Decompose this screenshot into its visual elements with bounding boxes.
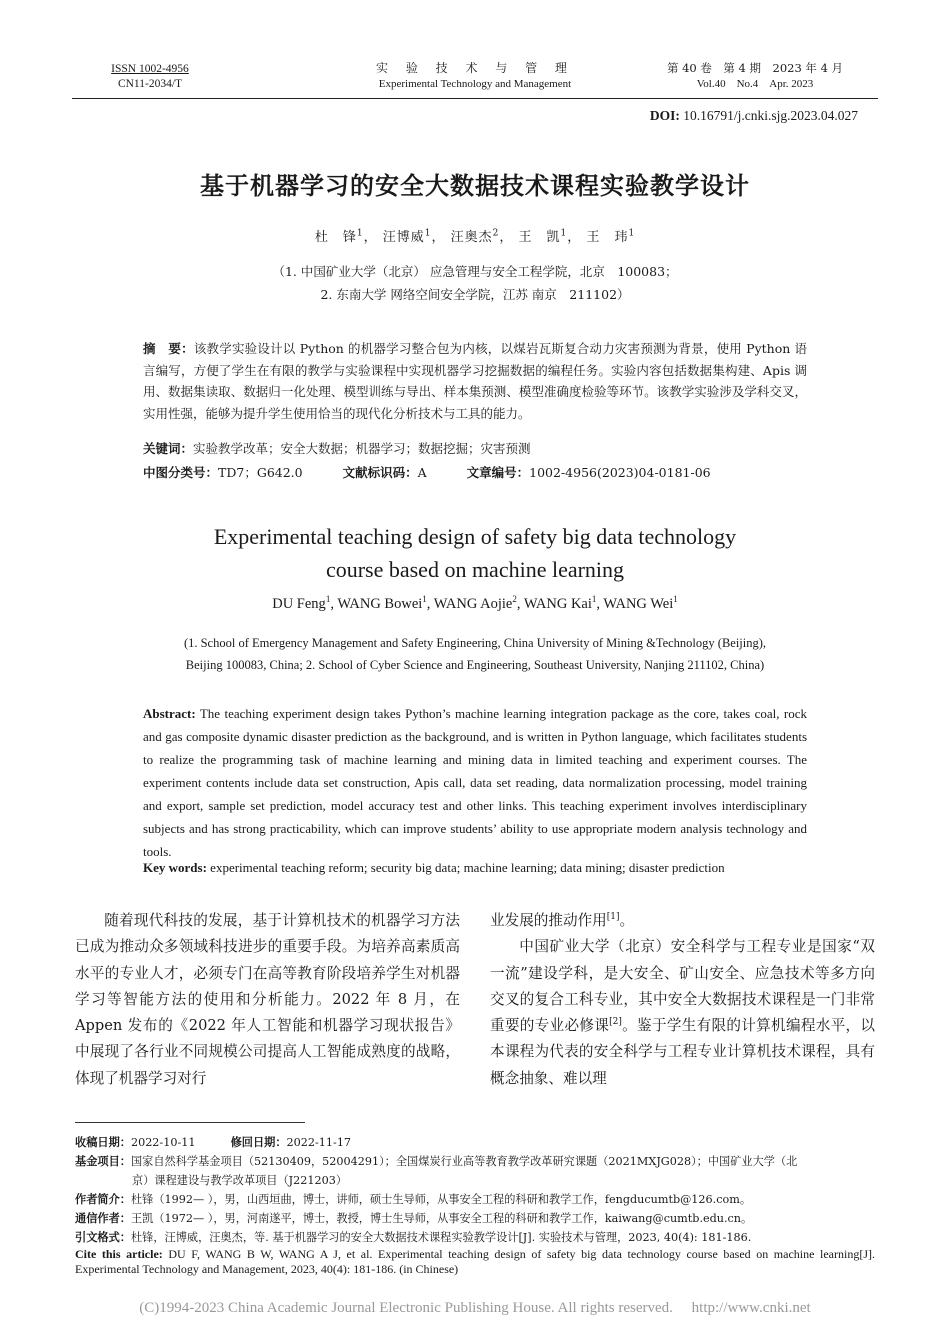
clc-label: 中图分类号：: [143, 465, 219, 480]
fund-row: [75, 1152, 875, 1171]
author-en-sup: 1: [673, 594, 678, 605]
affiliation-en-line: (1. School of Emergency Management and Safety Engineering, China University of Mining &Technology (Beijing),: [183, 636, 767, 650]
footnotes: [75, 1133, 875, 1277]
author-en-sep: ,: [596, 596, 604, 612]
author-sup: 1: [560, 228, 568, 239]
author-bio-text: 杜锋（1992— ），男，山西垣曲，博士，讲师，硕士生导师，从事安全工程的科研和教学工作，fengducumtb@126.com。: [130, 1193, 752, 1206]
author-en-name: WANG Kai: [523, 596, 592, 612]
keywords-en: [143, 860, 807, 876]
doi-label: DOI:: [649, 108, 680, 123]
author-en-name: WANG Bowei: [337, 596, 423, 612]
revised-label: 修回日期：: [230, 1136, 287, 1149]
author-sup: 1: [424, 228, 432, 239]
cnki-watermark: (C)1994-2023 China Academic Journal Electronic Publishing House. All rights reserved. http://www.cnki.net: [139, 1300, 811, 1316]
abstract-en-text: The teaching experiment design takes Python’s machine learning integration package as the core, takes coal, rock and gas composite dynamic disaster prediction as the background, and is written in Python language, which facilitates students to realize the programming task of machine learning and mining data in limited teaching and experiment courses. The experiment contents include data set construction, Apis call, data set reading, data normalization processing, model training and export, sample set prediction, model accuracy test and other links. This teaching experiment involves interdisciplinary subjects and has strong practicability, which can improve students’ ability to use appropriate modern analysis technology and tools.: [143, 706, 807, 859]
author-en-sup: 2: [512, 594, 517, 605]
doc-code-value: A: [417, 465, 427, 480]
cn-number: CN11-2034/T: [117, 78, 183, 90]
header-divider: [72, 98, 878, 99]
cite-en-label: Cite this article:: [75, 1247, 163, 1261]
journal-codes: [75, 62, 225, 92]
body-paragraph: [490, 908, 875, 934]
author-sep: ，: [363, 230, 378, 245]
body-text: 中国矿业大学（北京）安全科学与工程专业是国家“双一流”建设学科，是大安全、矿山安全、应急技术等多方向交叉的复合工科专业，其中安全大数据技术课程是一门非常重要的专业必修课: [490, 938, 875, 1035]
author-name: 杜 锋: [314, 230, 357, 245]
author-bio-row: [75, 1190, 875, 1209]
cite-en-text: DU F, WANG B W, WANG A J, et al. Experimental teaching design of safety big data technology course based on machine learning[J]. Experimental Technology and Management, 2023, 40(4): 181-186. (in Chinese): [75, 1247, 875, 1276]
issue-info: [650, 60, 860, 92]
article-no-label: 文章编号：: [466, 465, 530, 480]
issue-cn: 第 40 卷 第 4 期 2023 年 4 月: [666, 61, 844, 75]
author-en-sep: ,: [516, 596, 524, 612]
authors-en: [0, 596, 950, 613]
abstract-cn: [143, 338, 807, 424]
author-en-sep: ,: [330, 596, 338, 612]
doc-code-label: 文献标识码：: [342, 465, 418, 480]
fund-label: 基金项目：: [75, 1155, 131, 1168]
footnote-divider: [75, 1122, 305, 1123]
journal-name: [330, 60, 620, 92]
author-sup: 2: [492, 228, 500, 239]
fund-row-cont: 京）课程建设与教学改革项目（J221203）: [132, 1174, 348, 1187]
author-name: 汪博威: [382, 230, 425, 245]
author-en-name: DU Feng: [272, 596, 326, 612]
author-en-sup: 1: [325, 594, 331, 605]
citation-ref[interactable]: [1]: [606, 912, 620, 923]
journal-name-en: Experimental Technology and Management: [378, 78, 572, 90]
cite-en-row: [75, 1247, 875, 1277]
citation-ref[interactable]: [2]: [609, 1017, 622, 1028]
article-no-value: 1002-4956(2023)04-0181-06: [529, 465, 711, 480]
affiliations-cn: [0, 260, 950, 306]
cite-cn-label: 引文格式：: [75, 1231, 131, 1244]
corresponding-text: 王凯（1972— ），男，河南遂平，博士，教授，博士生导师，从事安全工程的科研和教学工作，kaiwang@cumtb.edu.cn。: [130, 1212, 753, 1225]
cite-cn-text: 杜锋，汪博威，汪奥杰，等. 基于机器学习的安全大数据技术课程实验教学设计[J]. 实验技术与管理，2023, 40(4): 181-186.: [130, 1231, 752, 1244]
author-sep: ，: [499, 230, 514, 245]
classification-cn: [143, 463, 807, 481]
author-sep: ，: [567, 230, 582, 245]
keywords-cn-label: 关键词：: [143, 441, 194, 456]
body-column-left: [75, 908, 460, 1092]
corresponding-label: 通信作者：: [75, 1212, 131, 1225]
body-text: 。鉴于学生有限的计算机编程水平，以本课程为代表的安全科学与工程专业计算机技术课程，具有概念抽象、难以理: [490, 1017, 875, 1087]
title-en: [0, 520, 950, 586]
affiliation-line: 2. 东南大学 网络空间安全学院，江苏 南京 211102）: [320, 287, 630, 302]
body-column-right: [490, 908, 875, 1092]
keywords-cn-text: 实验教学改革；安全大数据；机器学习；数据挖掘；灾害预测: [193, 441, 531, 456]
keywords-en-text: experimental teaching reform; security big data; machine learning; data mining; disaster prediction: [206, 860, 725, 875]
authors-cn: [0, 226, 950, 245]
abstract-en-label: Abstract:: [143, 706, 196, 721]
author-bio-label: 作者简介：: [75, 1193, 131, 1206]
author-sup: 1: [356, 228, 364, 239]
issue-en: Vol.40 No.4 Apr. 2023: [696, 78, 814, 90]
author-en-sup: 1: [591, 594, 597, 605]
keywords-cn: [143, 439, 807, 457]
author-en-sup: 1: [422, 594, 427, 605]
received-label: 收稿日期：: [75, 1136, 131, 1149]
keywords-en-label: Key words:: [143, 860, 207, 875]
author-sep: ，: [431, 230, 446, 245]
issn: ISSN 1002-4956: [111, 63, 189, 75]
title-en-line: Experimental teaching design of safety big data technology: [213, 524, 737, 549]
author-sup: 1: [628, 228, 636, 239]
abstract-cn-label: 摘 要：: [143, 341, 194, 356]
clc-value: TD7；G642.0: [218, 465, 303, 480]
title-cn: 基于机器学习的安全大数据技术课程实验教学设计: [200, 172, 750, 200]
author-name: 汪奥杰: [450, 230, 493, 245]
body-paragraph: [490, 934, 875, 1092]
journal-name-cn: 实 验 技 术 与 管 理: [376, 61, 574, 75]
author-name: 王 玮: [586, 230, 629, 245]
title-en-line: course based on machine learning: [325, 557, 625, 582]
cite-cn-row: [75, 1228, 875, 1247]
corresponding-row: [75, 1209, 875, 1228]
author-en-sep: ,: [426, 596, 434, 612]
affiliations-en: [0, 632, 950, 676]
doi-value[interactable]: 10.16791/j.cnki.sjg.2023.04.027: [683, 108, 858, 123]
dates-row: [75, 1133, 875, 1152]
abstract-cn-text: 该教学实验设计以 Python 的机器学习整合包为内核，以煤岩瓦斯复合动力灾害预测为背景，使用 Python 语言编写，方便了学生在有限的教学与实验课程中实现机器学习挖掘数据的编程任务。实验内容包括数据集构建、Apis 调用、数据集读取、数据归一化处理、模型训练与导出、样本集预测、模型准确度检验等环节。该教学实验涉及学科交叉，实用性强，能够为提升学生使用恰当的现代化分析技术与工具的能力。: [143, 341, 807, 421]
doi: [650, 108, 858, 124]
fund-text: 国家自然科学基金项目（52130409，52004291）；全国煤炭行业高等教育教学改革研究课题（2021MXJG028）；中国矿业大学（北: [130, 1155, 798, 1168]
body-text: 。: [619, 912, 635, 929]
body-text: 业发展的推动作用: [490, 912, 607, 929]
received-date: 2022-10-11: [130, 1136, 196, 1149]
author-en-name: WANG Aojie: [433, 596, 513, 612]
affiliation-en-line: Beijing 100083, China; 2. School of Cyber Science and Engineering, Southeast University, Nanjing 211102, China): [185, 658, 765, 672]
affiliation-line: （1. 中国矿业大学（北京） 应急管理与安全工程学院，北京 100083；: [272, 264, 678, 279]
body-paragraph: 随着现代科技的发展，基于计算机技术的机器学习方法已成为推动众多领域科技进步的重要手段。为培养高素质高水平的专业人才，必须专门在高等教育阶段培养学生对机器学习等智能方法的使用和分析能力。2022 年 8 月，在 Appen 发布的《2022 年人工智能和机器学习现状报告》中展现了各行业不同规模公司提高人工智能成熟度的战略，体现了机器学习对行: [75, 912, 460, 1087]
revised-date: 2022-11-17: [286, 1136, 352, 1149]
author-name: 王 凯: [518, 230, 561, 245]
abstract-en: [143, 702, 807, 863]
author-en-name: WANG Wei: [603, 596, 674, 612]
